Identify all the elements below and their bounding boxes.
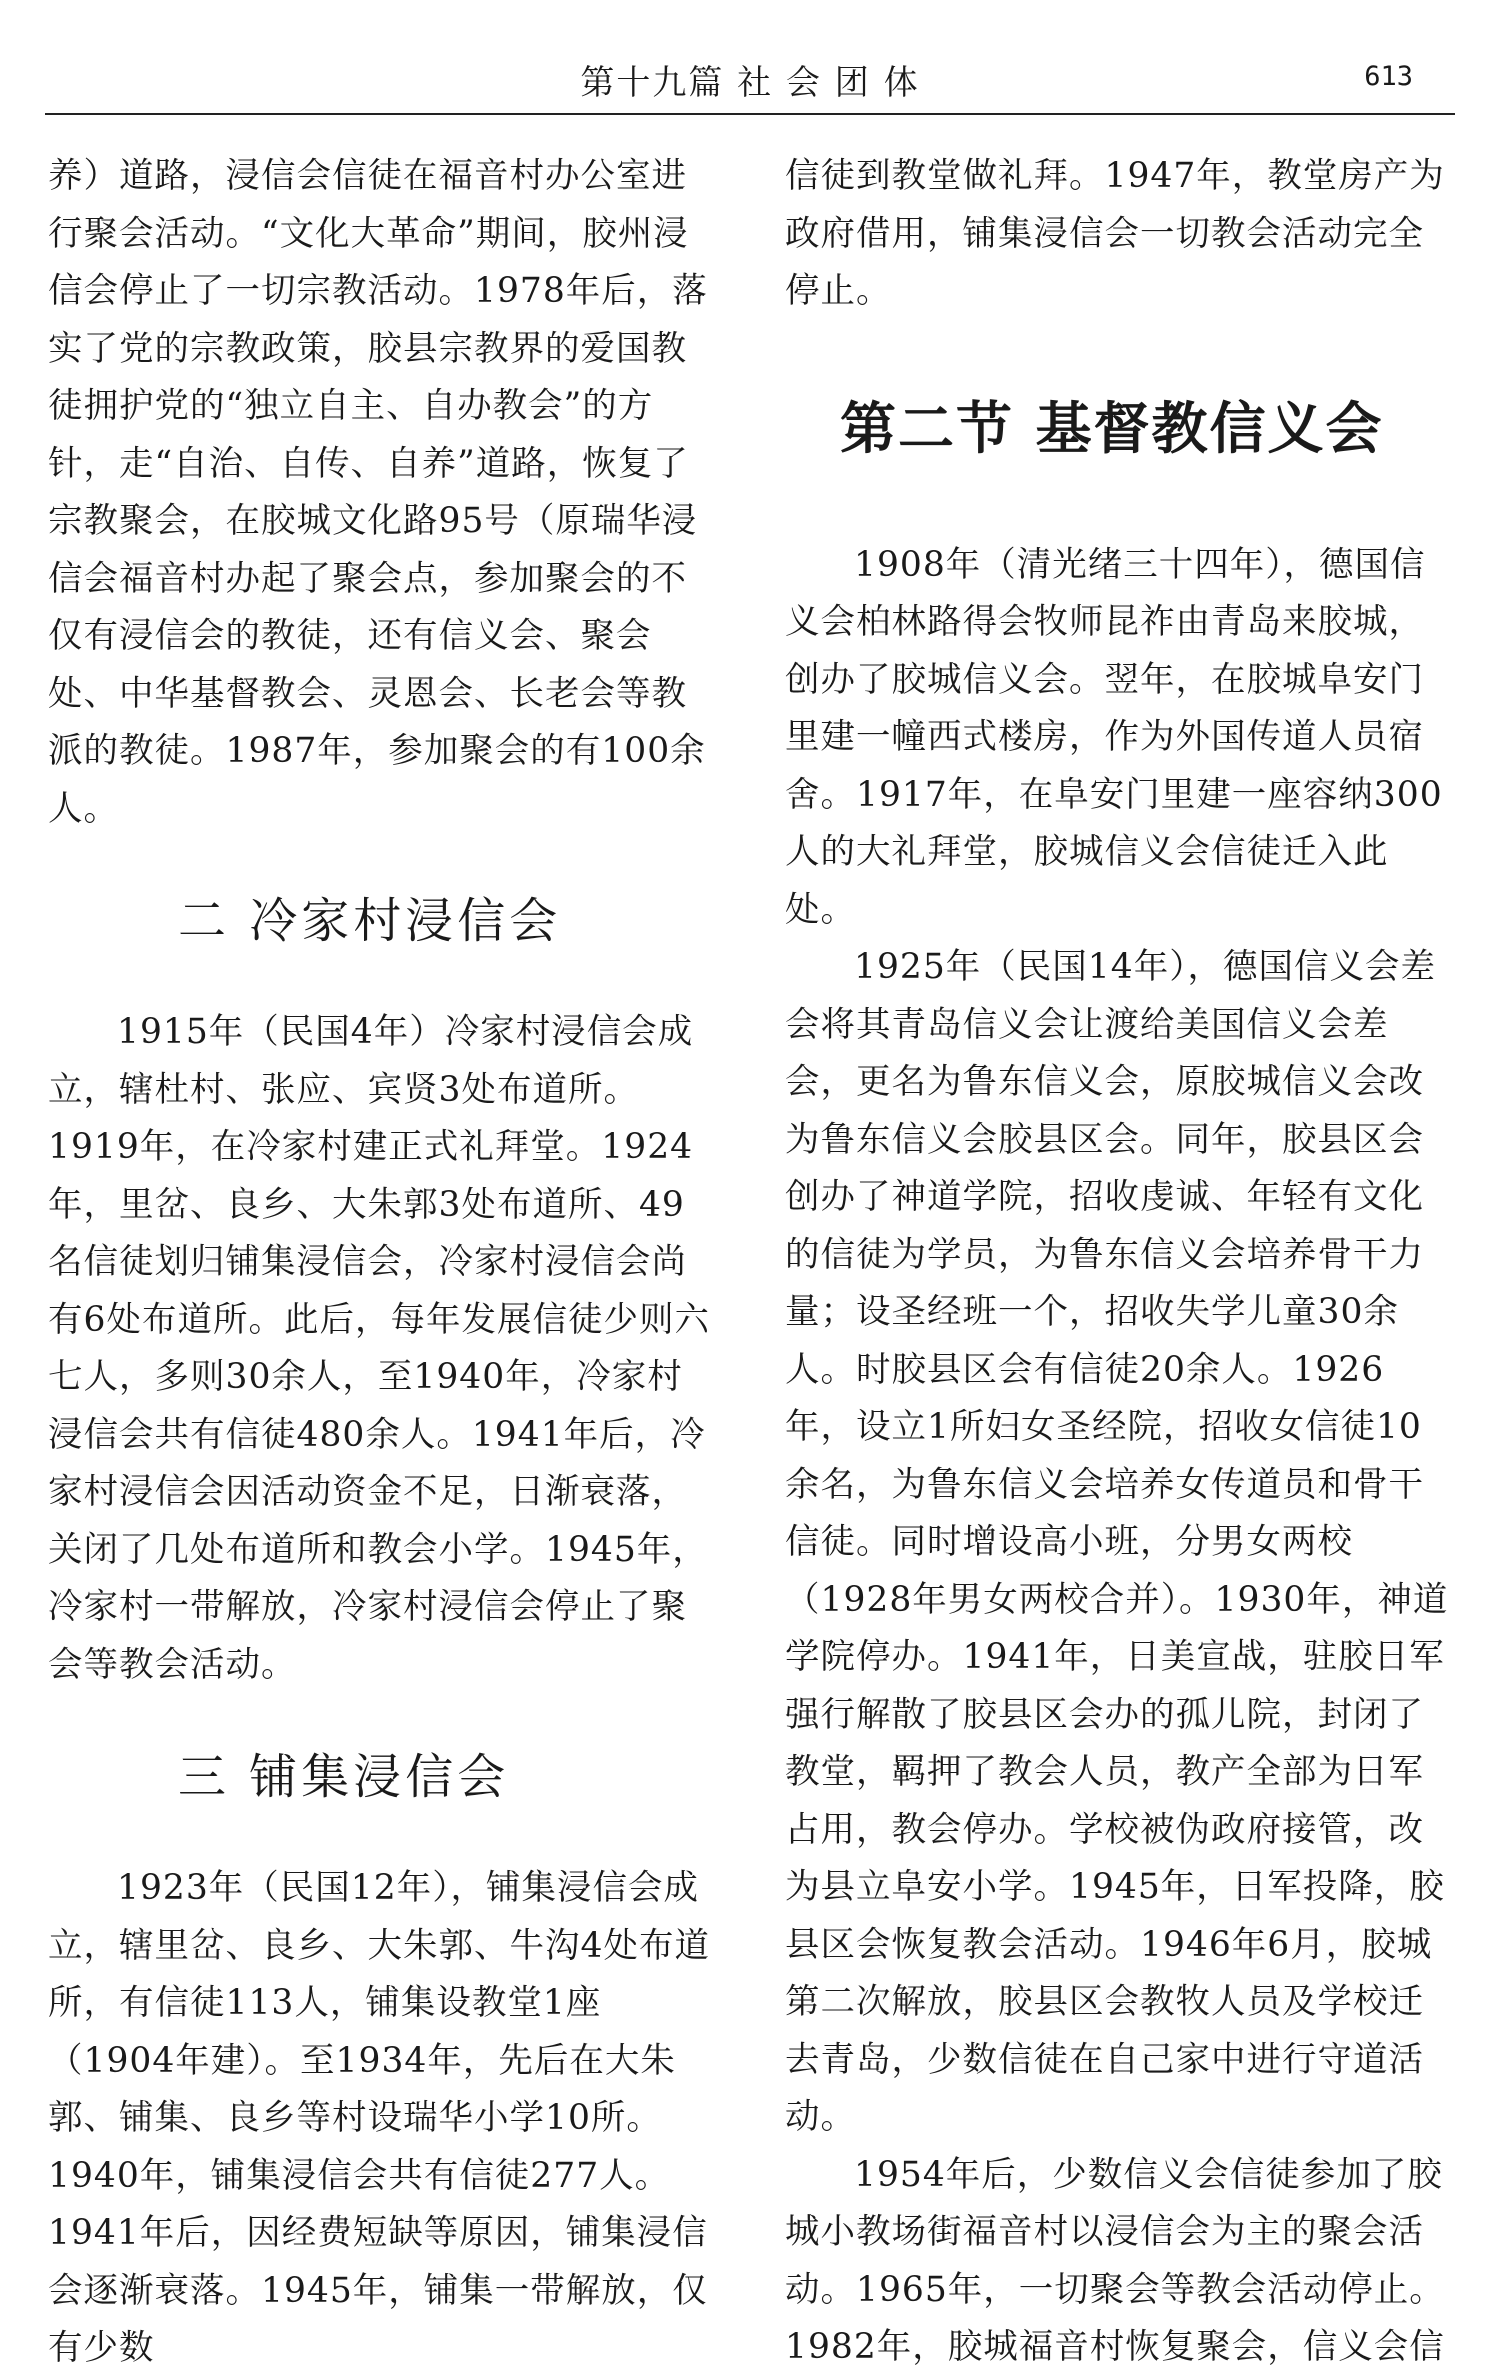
subsection-heading: 二 冷家村浸信会 [178, 893, 562, 949]
running-title: 第十九篇 社 会 团 体 [580, 63, 920, 103]
left-column [48, 148, 718, 2378]
paragraph: 1915年（民国4年）冷家村浸信会成立，辖杜村、张应、宾贤3处布道所。1919年，在冷家村建正式礼拜堂。1924年，里岔、良乡、大朱郭3处布道所、49名信徒划归铺集浸信会，冷家村浸信会尚有6处布道所。此后，每年发展信徒少则六七人，多则30余人，至1940年，冷家村浸信会共有信徒480余人。1941年后，冷家村浸信会因活动资金不足，日渐衰落，关闭了几处布道所和教会小学。1945年，冷家村一带解放，冷家村浸信会停止了聚会等教会活动。 [48, 1012, 710, 1685]
paragraph: 1923年（民国12年），铺集浸信会成立，辖里岔、良乡、大朱郭、牛沟4处布道所，有信徒113人，铺集设教堂1座（1904年建）。至1934年，先后在大朱郭、铺集、良乡等村设瑞华小学10所。1940年，铺集浸信会共有信徒277人。1941年后，因经费短缺等原因，铺集浸信会逐渐衰落。1945年，铺集一带解放，仅有少数 [48, 1868, 710, 2368]
right-column [785, 148, 1455, 2377]
paragraph: 信徒到教堂做礼拜。1947年，教堂房产为政府借用，铺集浸信会一切教会活动完全停止。 [785, 156, 1445, 311]
section-heading: 第二节 基督教信义会 [840, 395, 1384, 462]
paragraph: 1954年后，少数信义会信徒参加了胶城小教场街福音村以浸信会为主的聚会活动。1965年，一切聚会等教会活动停止。1982年，胶城福音村恢复聚会，信义会信 [785, 2154, 1445, 2367]
paragraph: 1908年（清光绪三十四年），德国信义会柏林路得会牧师昆祚由青岛来胶城，创办了胶城信义会。翌年，在胶城阜安门里建一幢西式楼房，作为外国传道人员宿舍。1917年，在阜安门里建一座容纳300人的大礼拜堂，胶城信义会信徒迁入此处。 [785, 544, 1443, 930]
header-rule [45, 113, 1455, 115]
paragraph: 1925年（民国14年），德国信义会差会将其青岛信义会让渡给美国信义会差会，更名为鲁东信义会，原胶城信义会改为鲁东信义会胶县区会。同年，胶县区会创办了神道学院，招收虔诚、年轻有文化的信徒为学员，为鲁东信义会培养骨干力量；设圣经班一个，招收失学儿童30余人。时胶县区会有信徒20余人。1926年，设立1所妇女圣经院，招收女信徒10余名，为鲁东信义会培养女传道员和骨干信徒。同时增设高小班，分男女两校（1928年男女两校合并）。1930年，神道学院停办。1941年，日美宣战，驻胶日军强行解散了胶县区会办的孤儿院，封闭了教堂，羁押了教会人员，教产全部为日军占用，教会停办。学校被伪政府接管，改为县立阜安小学。1945年，日军投降，胶县区会恢复教会活动。1946年6月，胶城第二次解放，胶县区会教牧人员及学校迁去青岛，少数信徒在自己家中进行守道活动。 [785, 947, 1449, 2137]
page-header [45, 55, 1455, 117]
paragraph: 养）道路，浸信会信徒在福音村办公室进行聚会活动。“文化大革命”期间，胶州浸信会停止了一切宗教活动。1978年后，落实了党的宗教政策，胶县宗教界的爱国教徒拥护党的“独立自主、自办教会”的方针，走“自治、自传、自养”道路，恢复了宗教聚会，在胶城文化路95号（原瑞华浸信会福音村办起了聚会点，参加聚会的不仅有浸信会的教徒，还有信义会、聚会处、中华基督教会、灵恩会、长老会等教派的教徒。1987年，参加聚会的有100余人。 [48, 156, 708, 829]
page-number: 613 [1364, 61, 1413, 92]
subsection-heading: 三 铺集浸信会 [178, 1749, 510, 1805]
